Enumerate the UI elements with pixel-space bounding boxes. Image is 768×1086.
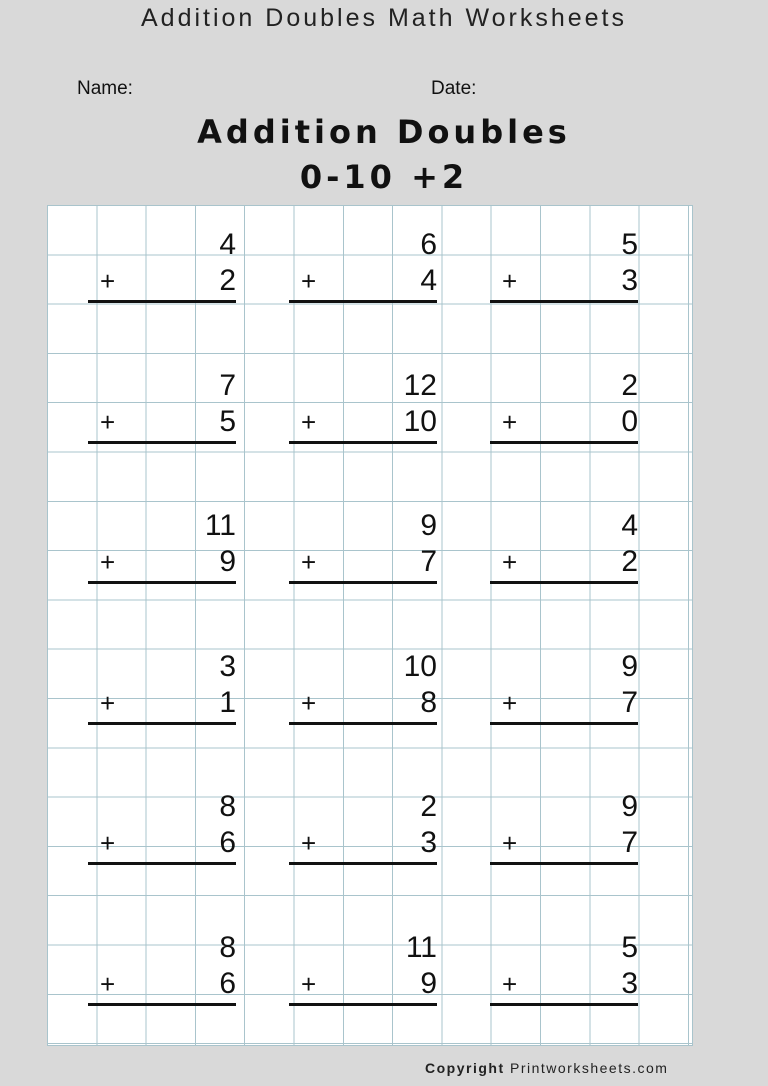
answer-line: [490, 862, 638, 865]
addend-top: 11: [204, 509, 236, 542]
addition-problem: [490, 930, 638, 1003]
addend-top: 2: [621, 368, 638, 402]
addend-bottom: 2: [621, 545, 638, 578]
copyright: [425, 1060, 668, 1076]
answer-line: [88, 581, 236, 584]
answer-line: [490, 722, 638, 725]
answer-line: [490, 441, 638, 444]
plus-sign: +: [100, 828, 116, 858]
graph-paper-grid: [47, 205, 693, 1046]
name-label: Name:: [77, 78, 133, 99]
addend-bottom: 1: [219, 685, 236, 719]
addition-problem: [289, 230, 437, 300]
addend-bottom: 7: [621, 685, 638, 719]
addition-problem: [88, 930, 236, 1003]
copyright-site: Printworksheets.com: [510, 1060, 669, 1076]
addend-top: 9: [621, 790, 638, 823]
addend-top: 8: [219, 930, 236, 964]
answer-line: [88, 1003, 236, 1006]
addend-bottom: 9: [420, 966, 437, 1000]
answer-line: [289, 722, 437, 725]
addition-problem: [490, 649, 638, 722]
addition-problem: [289, 511, 437, 581]
addend-bottom: 6: [219, 826, 236, 859]
answer-line: [289, 300, 437, 303]
addition-problem: [490, 511, 638, 581]
addend-bottom: 0: [621, 404, 638, 438]
plus-sign: +: [301, 406, 317, 437]
plus-sign: +: [100, 266, 116, 296]
answer-line: [88, 862, 236, 865]
addition-problem: [289, 368, 437, 441]
addend-bottom: 5: [219, 404, 236, 438]
plus-sign: +: [301, 968, 317, 999]
plus-sign: +: [502, 968, 518, 999]
addition-problem: [490, 230, 638, 300]
addend-top: 8: [219, 790, 236, 823]
addend-top: 5: [621, 930, 638, 964]
addend-top: 7: [219, 368, 236, 402]
answer-line: [88, 722, 236, 725]
addend-bottom: 7: [420, 545, 437, 578]
addend-top: 9: [420, 509, 437, 542]
addition-problem: [88, 649, 236, 722]
plus-sign: +: [100, 687, 116, 718]
addition-problem: [88, 511, 236, 581]
answer-line: [490, 300, 638, 303]
plus-sign: +: [502, 406, 518, 437]
addend-bottom: 9: [219, 545, 236, 578]
worksheet-title: Addition Doubles: [197, 113, 571, 151]
addition-problem: [490, 368, 638, 441]
addend-bottom: 3: [621, 966, 638, 1000]
addend-top: 12: [403, 368, 437, 402]
addend-top: 6: [420, 228, 437, 261]
plus-sign: +: [502, 266, 518, 296]
addend-bottom: 7: [621, 826, 638, 859]
addend-top: 2: [420, 790, 437, 823]
answer-line: [289, 581, 437, 584]
answer-line: [289, 1003, 437, 1006]
addend-top: 4: [219, 228, 236, 261]
addend-bottom: 2: [219, 264, 236, 297]
plus-sign: +: [100, 968, 116, 999]
answer-line: [490, 1003, 638, 1006]
plus-sign: +: [100, 547, 116, 577]
addend-bottom: 8: [420, 685, 437, 719]
addition-problem: [88, 792, 236, 862]
worksheet-subtitle: 0-10 +2: [299, 158, 469, 196]
addend-bottom: 3: [621, 264, 638, 297]
addend-top: 10: [403, 649, 437, 683]
plus-sign: +: [301, 687, 317, 718]
addend-bottom: 3: [420, 826, 437, 859]
copyright-label: Copyright: [425, 1060, 505, 1076]
addend-bottom: 6: [219, 966, 236, 1000]
plus-sign: +: [301, 266, 317, 296]
plus-sign: +: [502, 547, 518, 577]
answer-line: [289, 862, 437, 865]
date-label: Date:: [431, 78, 477, 99]
plus-sign: +: [502, 828, 518, 858]
plus-sign: +: [301, 547, 317, 577]
addition-problem: [88, 230, 236, 300]
answer-line: [88, 300, 236, 303]
addition-problem: [490, 792, 638, 862]
addend-top: 3: [219, 649, 236, 683]
addend-top: 11: [405, 930, 437, 964]
site-title: Addition Doubles Math Worksheets: [140, 4, 627, 32]
answer-line: [289, 441, 437, 444]
addend-top: 5: [621, 228, 638, 261]
plus-sign: +: [100, 406, 116, 437]
addition-problem: [289, 649, 437, 722]
addend-top: 9: [621, 649, 638, 683]
addition-problem: [289, 792, 437, 862]
plus-sign: +: [502, 687, 518, 718]
addition-problem: [289, 930, 437, 1003]
addend-bottom: 4: [420, 264, 437, 297]
answer-line: [88, 441, 236, 444]
addend-bottom: 10: [403, 404, 437, 438]
plus-sign: +: [301, 828, 317, 858]
addend-top: 4: [621, 509, 638, 542]
answer-line: [490, 581, 638, 584]
addition-problem: [88, 368, 236, 441]
